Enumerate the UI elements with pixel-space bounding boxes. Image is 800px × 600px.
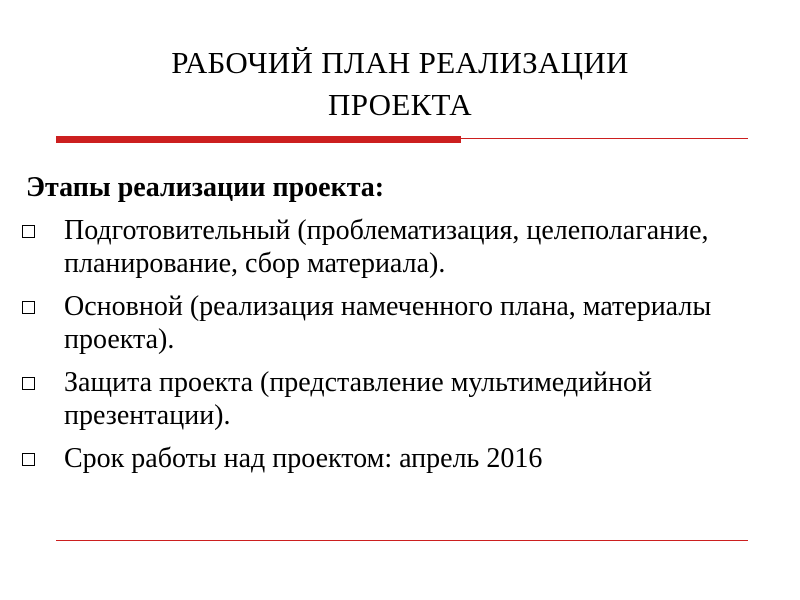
- list-item-text: Срок работы над проектом: апрель 2016: [64, 443, 543, 474]
- square-bullet-icon: [22, 301, 35, 314]
- list-item-text: Подготовительный (проблематизация, целеполагание, планирование, сбор материала).: [64, 215, 709, 279]
- slide-title: [60, 42, 740, 126]
- stages-list: [22, 214, 782, 485]
- list-item: [22, 442, 782, 475]
- list-item-text: Защита проекта (представление мультимедийной презентации).: [64, 367, 653, 431]
- list-item: [22, 214, 782, 280]
- slide-title-line-1: РАБОЧИЙ ПЛАН РЕАЛИЗАЦИИ: [171, 45, 629, 80]
- list-item: [22, 366, 782, 432]
- square-bullet-icon: [22, 225, 35, 238]
- list-item: [22, 290, 782, 356]
- footer-rule: [56, 540, 748, 541]
- square-bullet-icon: [22, 377, 35, 390]
- title-underline-thick: [56, 136, 461, 143]
- stages-heading: Этапы реализации проекта:: [26, 172, 385, 203]
- square-bullet-icon: [22, 453, 35, 466]
- list-item-text: Основной (реализация намеченного плана, материалы проекта).: [64, 291, 712, 355]
- slide-title-line-2: ПРОЕКТА: [328, 87, 472, 122]
